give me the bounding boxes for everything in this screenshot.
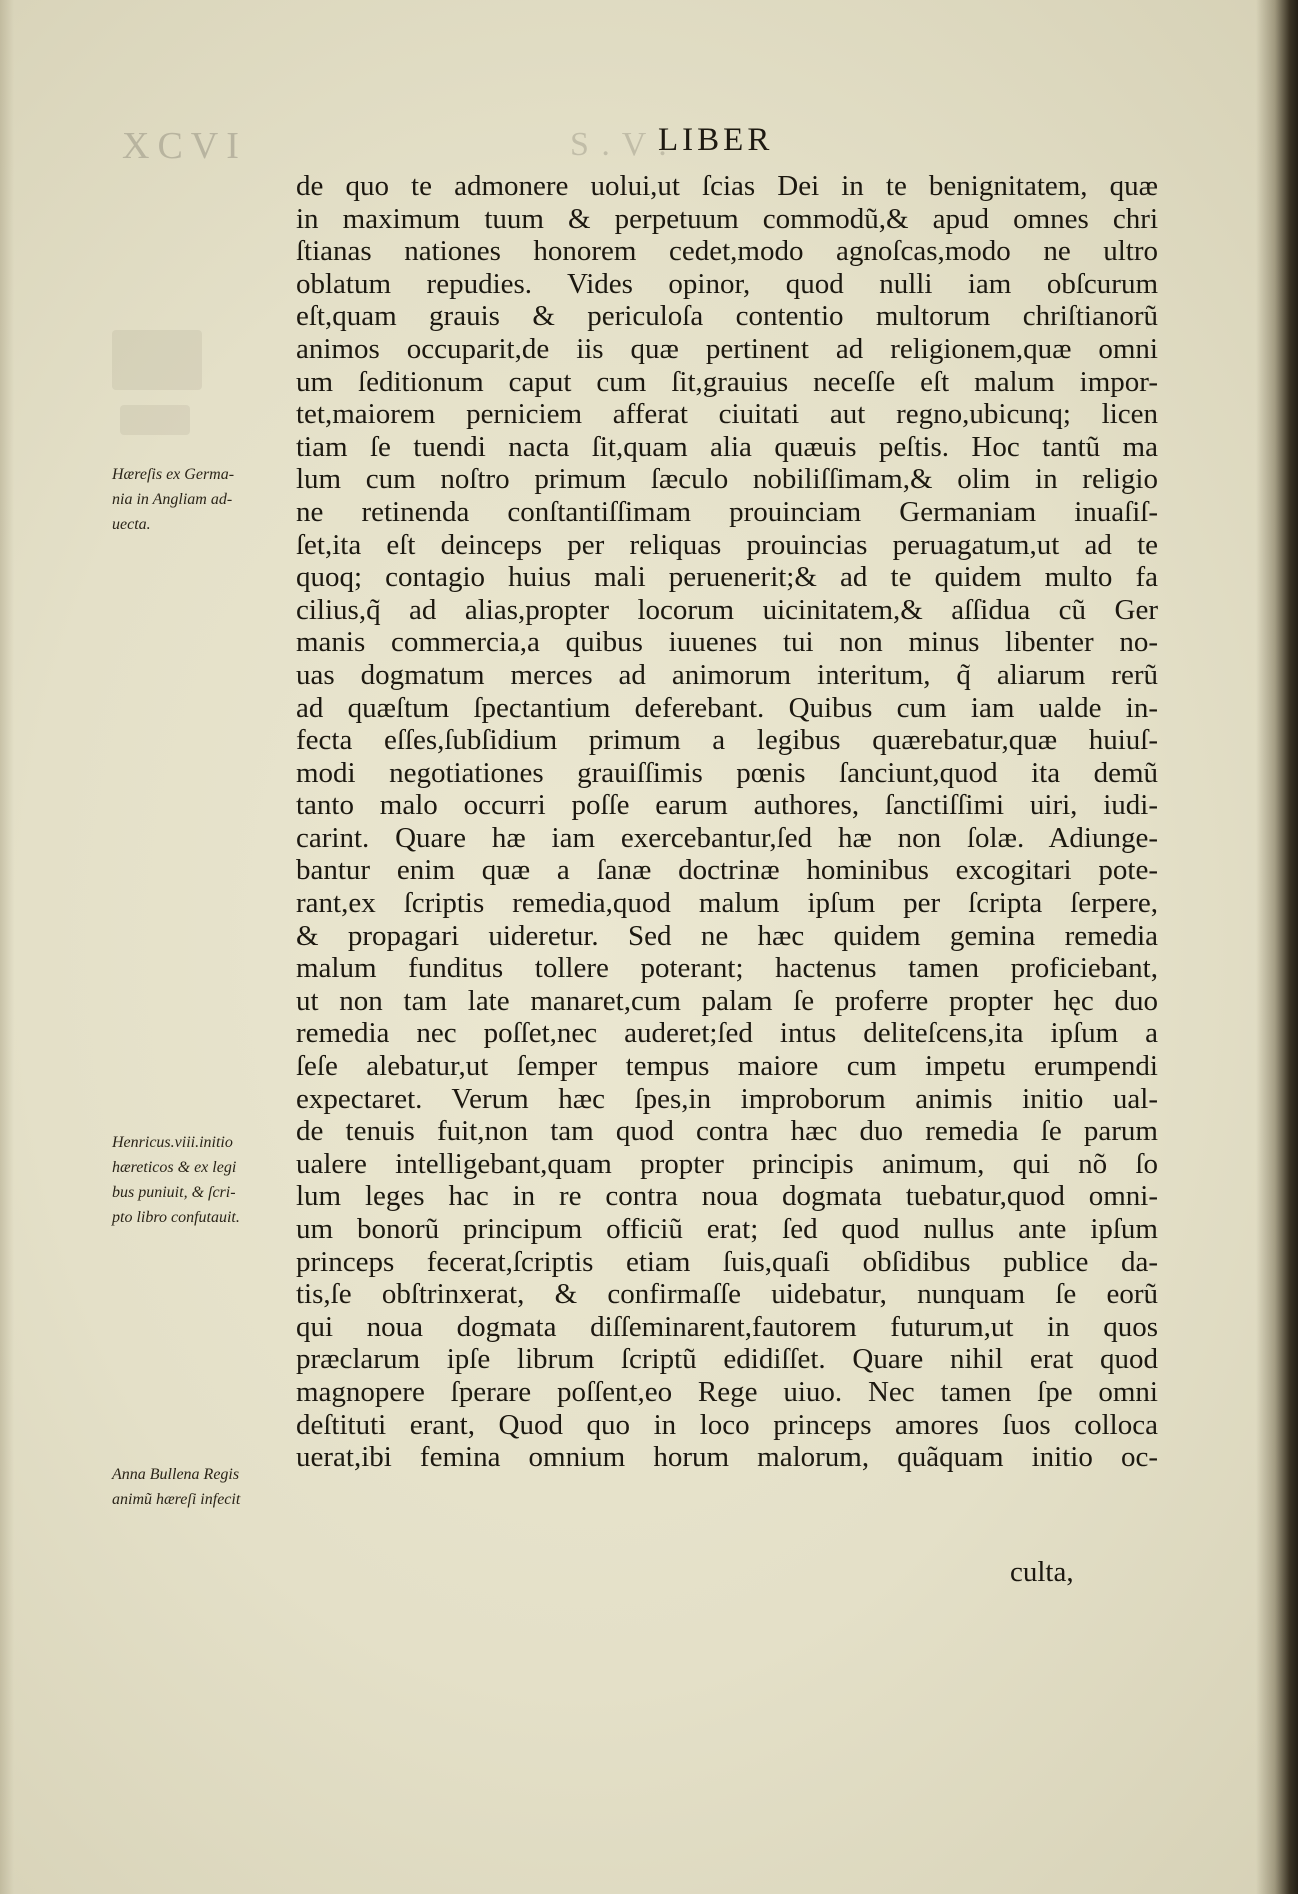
text-line: um ſeditionum caput cum ſit,grauius neceſſe eſt malum impor- — [296, 365, 1158, 398]
text-line: qui noua dogmata diſſeminarent,fautorem futurum,ut in quos — [296, 1310, 1158, 1343]
margin-note-line: Anna Bullena Regis — [112, 1466, 240, 1483]
text-line: uerat,ibi femina omnium horum malorum, quãquam initio oc- — [296, 1441, 1158, 1474]
margin-note-line: Henricus.viii.initio — [112, 1134, 233, 1151]
show-through-mark — [112, 330, 202, 390]
text-line: ne retinenda conſtantiſſimam prouinciam Germaniam inuaſiſ- — [296, 495, 1158, 528]
text-line: deſtituti erant, Quod quo in loco princeps amores ſuos colloca — [296, 1408, 1158, 1441]
text-line: & propagari uideretur. Sed ne hæc quidem gemina remedia — [296, 919, 1158, 952]
text-line: ad quæſtum ſpectantium deferebant. Quibus cum iam ualde in- — [296, 691, 1158, 724]
text-line: rant,ex ſcriptis remedia,quod malum ipſum per ſcripta ſerpere, — [296, 887, 1158, 920]
text-line: princeps fecerat,ſcriptis etiam ſuis,quaſi obſidibus publice da- — [296, 1245, 1158, 1278]
show-through-mark — [120, 405, 190, 435]
margin-note-line: Hæreſis ex Germa- — [112, 466, 235, 483]
text-line: tiam ſe tuendi nacta ſit,quam alia quæuis peſtis. Hoc tantũ ma — [296, 430, 1158, 463]
faint-header-mark: S . V . — [570, 126, 669, 163]
text-line: malum funditus tollere poterant; hactenus tamen proficiebant, — [296, 952, 1158, 985]
text-line: manis commercia,a quibus iuuenes tui non minus libenter no- — [296, 626, 1158, 659]
text-line: ſet,ita eſt deinceps per reliquas prouincias peruagatum,ut ad te — [296, 528, 1158, 561]
text-line: lum leges hac in re contra noua dogmata tuebatur,quod omni- — [296, 1180, 1158, 1213]
text-line: de tenuis fuit,non tam quod contra hæc duo remedia ſe parum — [296, 1115, 1158, 1148]
text-line: ualere intelligebant,quam propter principis animum, qui nõ ſo — [296, 1147, 1158, 1180]
folio-number: XCVI — [122, 125, 247, 167]
text-line: modi negotiationes grauiſſimis pœnis ſanciunt,quod ita demũ — [296, 756, 1158, 789]
text-line: ſeſe alebatur,ut ſemper tempus maiore cum impetu erumpendi — [296, 1050, 1158, 1083]
margin-note-anne-boleyn — [112, 1462, 284, 1512]
running-title: LIBER — [658, 122, 774, 158]
text-line: tet,maiorem perniciem afferat ciuitati aut regno,ubicunq; licen — [296, 398, 1158, 431]
text-line: de quo te admonere uolui,ut ſcias Dei in te benignitatem, quæ — [296, 170, 1158, 202]
text-line: in maximum tuum & perpetuum commodũ,& apud omnes chri — [296, 202, 1158, 235]
margin-note-line: bus puniuit, & ſcri- — [112, 1184, 236, 1201]
text-line: cilius,q̃ ad alias,propter locorum uicinitatem,& aſſidua cũ Ger — [296, 593, 1158, 626]
text-line: oblatum repudies. Vides opinor, quod nulli iam obſcurum — [296, 267, 1158, 300]
text-line: um bonorũ principum officiũ erat; ſed quod nullus ante ipſum — [296, 1213, 1158, 1245]
margin-note-heresy-germany — [112, 462, 284, 537]
text-line: magnopere ſperare poſſent,eo Rege uiuo. Nec tamen ſpe omni — [296, 1375, 1158, 1408]
text-line: bantur enim quæ a ſanæ doctrinæ hominibus excogitari pote- — [296, 854, 1158, 887]
main-text-block — [296, 170, 1158, 1474]
margin-note-line: hæreticos & ex legi — [112, 1159, 237, 1176]
text-line: quoq; contagio huius mali peruenerit;& ad te quidem multo fa — [296, 561, 1158, 594]
margin-note-line: uecta. — [112, 516, 151, 533]
text-line: eſt,quam grauis & periculoſa contentio multorum chriſtianorũ — [296, 300, 1158, 333]
text-line: ſtianas nationes honorem cedet,modo agnoſcas,modo ne ultro — [296, 235, 1158, 268]
text-line: expectaret. Verum hæc ſpes,in improborum animis initio ual- — [296, 1082, 1158, 1115]
page-edge-shadow-left — [0, 0, 14, 1894]
text-line: remedia nec poſſet,nec auderet;ſed intus deliteſcens,ita ipſum a — [296, 1017, 1158, 1050]
text-line: uas dogmatum merces ad animorum interitum, q̃ aliarum rerũ — [296, 658, 1158, 691]
text-line: tanto malo occurri poſſe earum authores, ſanctiſſimi uiri, iudi- — [296, 789, 1158, 822]
text-line: ut non tam late manaret,cum palam ſe proferre propter hęc duo — [296, 984, 1158, 1017]
catchword: culta, — [1010, 1556, 1074, 1588]
margin-note-henry-viii — [112, 1130, 284, 1230]
text-line: præclarum ipſe librum ſcriptũ edidiſſet. Quare nihil erat quod — [296, 1343, 1158, 1376]
text-line: carint. Quare hæ iam exercebantur,ſed hæ non ſolæ. Adiunge- — [296, 821, 1158, 854]
binding-shadow — [1256, 0, 1298, 1894]
page-header — [0, 118, 1298, 168]
text-line: fecta eſſes,ſubſidium primum a legibus quærebatur,quæ huiuſ- — [296, 724, 1158, 757]
text-line: animos occuparit,de iis quæ pertinent ad religionem,quæ omni — [296, 332, 1158, 365]
text-line: lum cum noſtro primum ſæculo nobiliſſimam,& olim in religio — [296, 463, 1158, 496]
margin-note-line: nia in Angliam ad- — [112, 491, 233, 508]
text-line: tis,ſe obſtrinxerat, & confirmaſſe uidebatur, nunquam ſe eorũ — [296, 1278, 1158, 1311]
margin-note-line: pto libro confutauit. — [112, 1209, 240, 1226]
margin-note-line: animũ hæreſi infecit — [112, 1491, 241, 1508]
